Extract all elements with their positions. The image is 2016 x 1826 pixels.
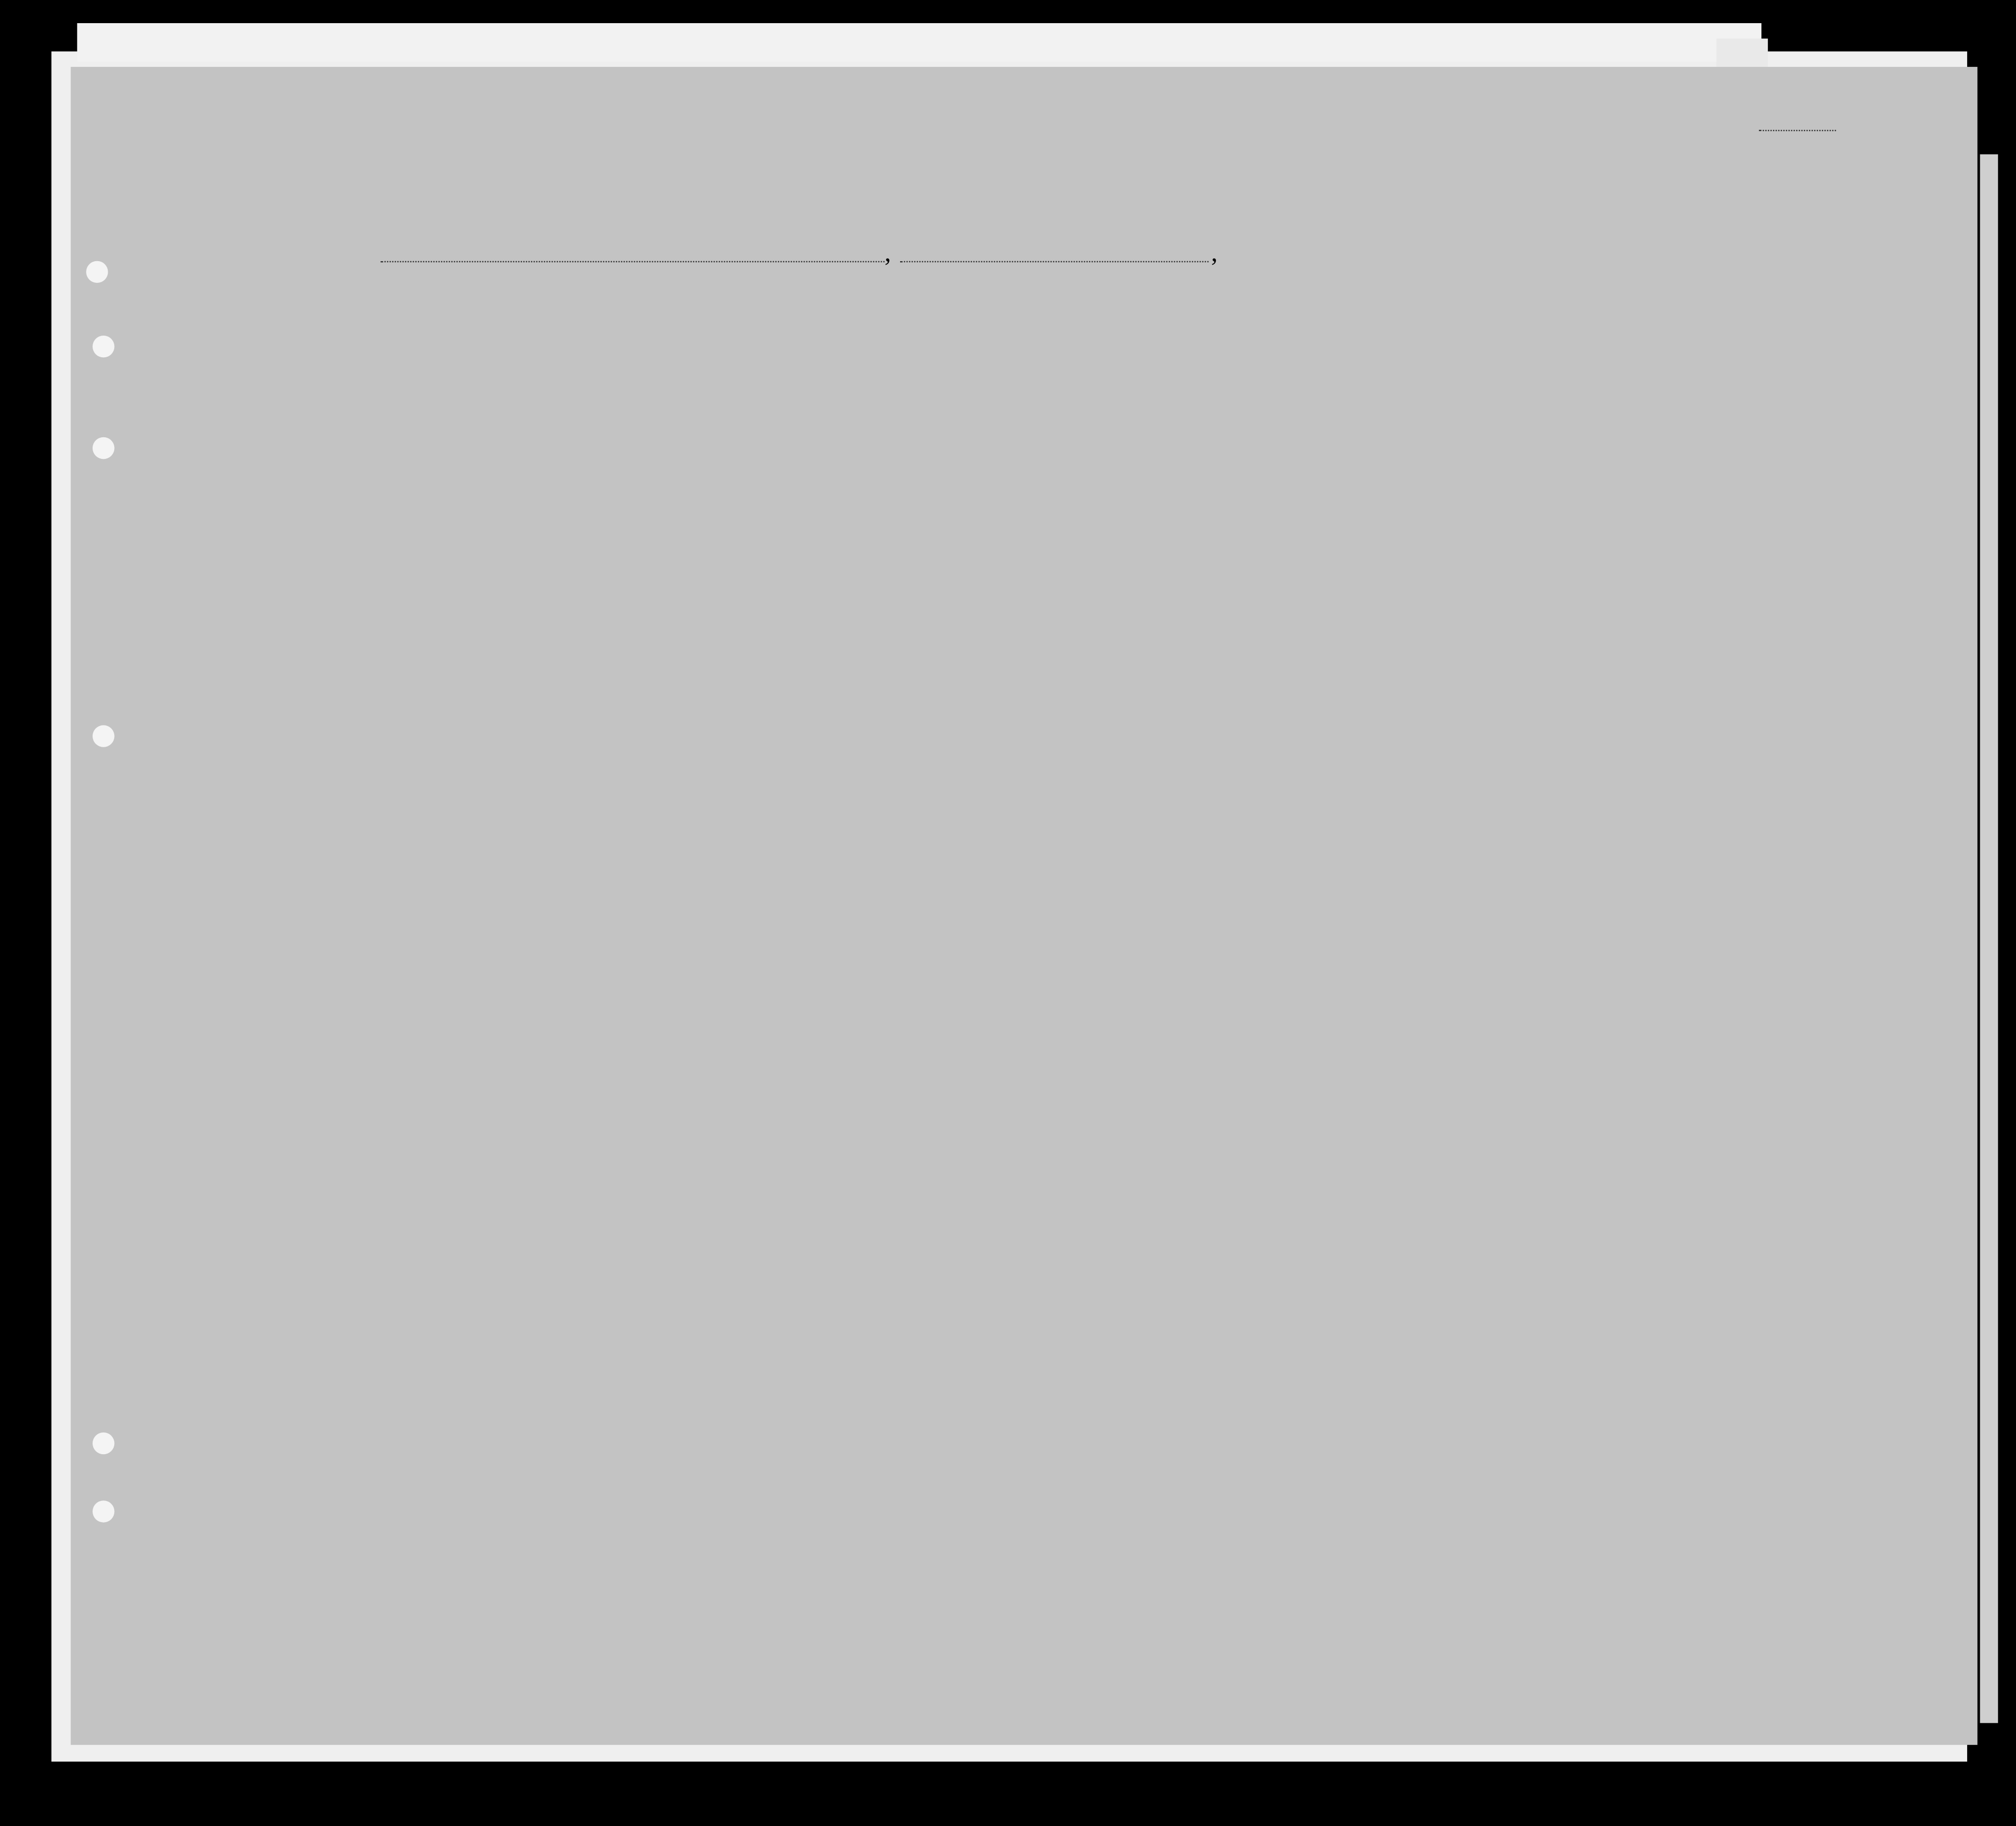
comma: , [1211,239,1218,268]
comma: , [884,239,891,268]
